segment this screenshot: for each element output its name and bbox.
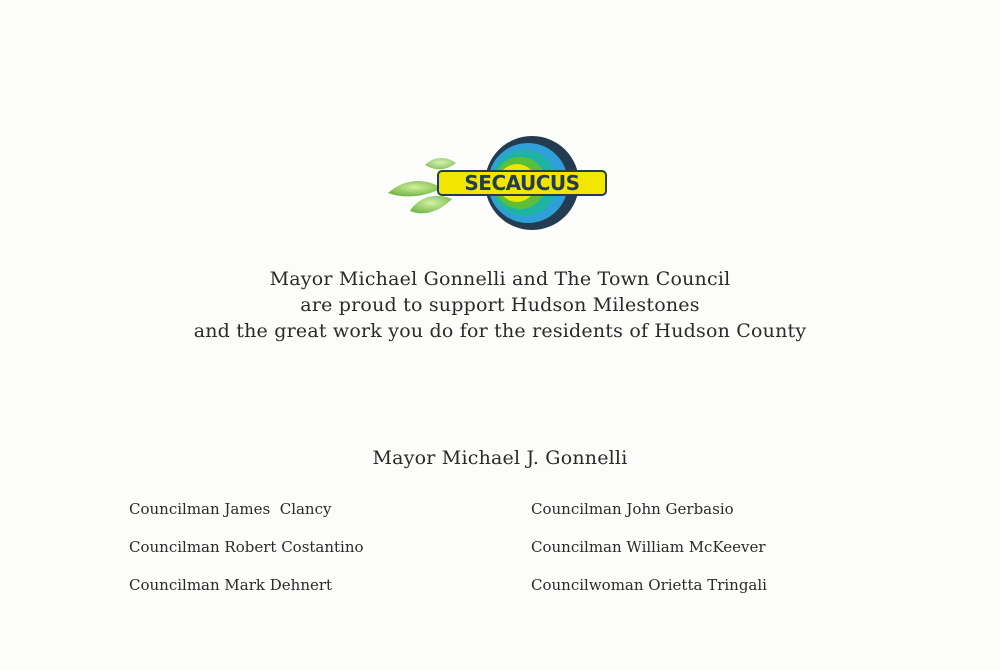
message-line-3: and the great work you do for the residents of Hudson County — [193, 320, 807, 342]
message-line-1: Mayor Michael Gonnelli and The Town Council — [269, 268, 731, 290]
council-column-left — [129, 500, 364, 614]
council-member: Councilman John Gerbasio — [531, 500, 734, 518]
council-member: Councilman William McKeever — [531, 538, 766, 556]
support-message — [0, 266, 1000, 344]
council-member: Councilwoman Orietta Tringali — [531, 576, 767, 594]
mayor-name: Mayor Michael J. Gonnelli — [372, 447, 628, 469]
council-member: Councilman Mark Dehnert — [129, 576, 333, 594]
council-member: Councilman James Clancy — [129, 500, 332, 518]
council-member: Councilman Robert Costantino — [129, 538, 364, 556]
secaucus-logo-graphic — [380, 133, 616, 233]
logo-wordmark: SECAUCUS — [464, 171, 580, 195]
council-column-right — [531, 500, 767, 614]
secaucus-logo — [380, 133, 616, 233]
message-line-2: are proud to support Hudson Milestones — [300, 294, 700, 316]
